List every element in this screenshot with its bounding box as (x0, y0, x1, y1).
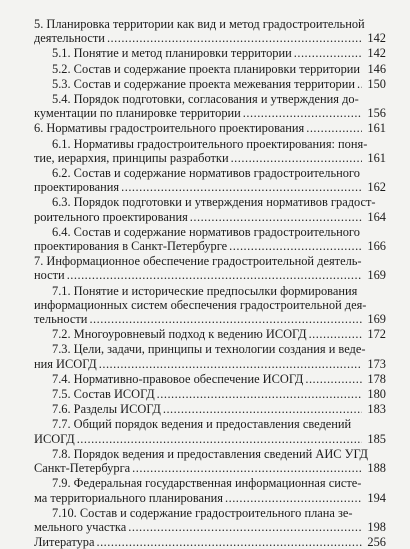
toc-entry (34, 417, 386, 445)
toc-entry (34, 77, 386, 91)
toc-entry (34, 46, 386, 60)
page-number: 146 (367, 61, 387, 76)
toc-entry (34, 506, 386, 534)
toc-entry-text: 7.10. Состав и содержание градостроительного плана зе- (52, 505, 353, 520)
toc-entry-title: 6. Нормативы градостроительного проектирования (34, 121, 305, 136)
toc-entry-text: 6.2. Состав и содержание нормативов градостроительного (52, 166, 360, 181)
toc-entry-text: 5.4. Порядок подготовки, согласования и утверждения до- (52, 92, 359, 107)
toc-entry-title: Санкт-Петербурга (34, 461, 131, 476)
page-number: 161 (367, 121, 386, 136)
toc-entry-text: 6.4. Состав и содержание нормативов градостроительного (52, 224, 360, 239)
dot-leader (128, 520, 362, 534)
dot-leader (190, 210, 362, 224)
toc-entry (34, 254, 386, 282)
dot-leader (225, 491, 362, 505)
toc-entry-text: 7.9. Федеральная государственная информационная систе- (52, 476, 362, 491)
page-number: 162 (367, 180, 386, 195)
toc-entry-text: 5. Планировка территории как вид и метод градостроительной (34, 17, 365, 31)
dot-leader (294, 46, 362, 60)
page-number: 185 (367, 431, 386, 446)
toc-entry-text: 6.3. Порядок подготовки и утверждения нормативов градост- (52, 195, 376, 210)
dot-leader (306, 121, 362, 135)
dot-leader (89, 312, 362, 326)
toc-entry (34, 92, 386, 120)
toc-entry-text: 7.7. Общий порядок ведения и предоставления сведений (52, 417, 352, 432)
toc-entry (34, 447, 386, 475)
toc-entry-title: тие, иерархия, принципы разработки (34, 150, 229, 165)
toc-entry-title: роительного проектирования (34, 209, 188, 224)
toc-entry (34, 225, 386, 253)
dot-leader (157, 387, 362, 401)
toc-entry-title: кументации по планировке территории (34, 106, 241, 121)
toc-entry (34, 166, 386, 194)
toc-entry-text: 7.3. Цели, задачи, принципы и технологии создания и веде- (52, 342, 366, 357)
dot-leader (99, 357, 362, 371)
page-number: 173 (367, 356, 386, 371)
page-number: 183 (367, 402, 386, 417)
toc-entry (34, 535, 386, 549)
toc-entry-title: ния ИСОГД (34, 356, 97, 371)
page-number: 161 (367, 150, 386, 165)
dot-leader (243, 106, 362, 120)
dot-leader (96, 535, 362, 549)
toc-entry (34, 284, 386, 327)
toc-entry (34, 327, 386, 341)
page-number: 198 (367, 519, 386, 534)
dot-leader (357, 77, 362, 91)
toc-entry-title: проектирования в Санкт-Петербурге (34, 239, 228, 254)
toc-entry-title: 5.3. Состав и содержание проекта межевания территории (52, 76, 355, 91)
dot-leader (305, 372, 362, 386)
dot-leader (163, 402, 362, 416)
toc-entry-title: ности (34, 268, 65, 283)
page-number: 156 (367, 106, 386, 121)
toc-entry (34, 387, 386, 401)
toc-entry-title: Литература (34, 535, 95, 549)
dot-leader (121, 180, 362, 194)
toc-entry-text: 6.1. Нормативы градостроительного проектирования: поня- (52, 136, 368, 151)
toc-entry (34, 62, 386, 76)
toc-entry (34, 137, 386, 165)
toc-entry-title: ИСОГД (34, 431, 75, 446)
toc-entry-text: 7. Информационное обеспечение градостроительной деятель- (34, 254, 362, 269)
page-number: 256 (367, 535, 386, 549)
toc-entry-title: деятельности (34, 31, 105, 46)
toc-entry-title: 7.2. Многоуровневый подход к ведению ИСОГД (52, 327, 307, 342)
page-number: 178 (367, 371, 386, 386)
toc-entry-title: тельности (34, 312, 88, 327)
toc-entry (34, 402, 386, 416)
toc-entry (34, 342, 386, 370)
dot-leader (132, 461, 362, 475)
toc-entry-title: проектирования (34, 180, 120, 195)
page-number: 150 (367, 76, 386, 91)
dot-leader (229, 239, 362, 253)
dot-leader (231, 151, 362, 165)
toc-entry-title: 7.4. Нормативно-правовое обеспечение ИСОГД (52, 371, 304, 386)
page-number: 169 (367, 312, 386, 327)
toc-entry-text: 7.1. Понятие и исторические предпосылки формирования (52, 283, 358, 298)
dot-leader (77, 432, 362, 446)
dot-leader (309, 327, 362, 341)
toc-entry-text: 7.8. Порядок ведения и предоставления сведений АИС УГД (52, 446, 368, 461)
toc-entry (34, 476, 386, 504)
toc-entry-title: 7.5. Состав ИСОГД (52, 387, 155, 402)
toc-entry-title: ма территориального планирования (34, 490, 224, 505)
toc-entry-title: 7.6. Разделы ИСОГД (52, 402, 161, 417)
dot-leader (67, 268, 362, 282)
page-number: 164 (367, 209, 386, 224)
toc-entry-title: 5.2. Состав и содержание проекта планировки территории (52, 61, 361, 76)
page-number: 180 (367, 387, 386, 402)
toc-entry-title: мельного участка (34, 519, 127, 534)
toc-entry-text: информационных систем обеспечения градостроительной дея- (34, 297, 367, 312)
table-of-contents (34, 17, 386, 549)
toc-entry (34, 195, 386, 223)
toc-entry-title: 5.1. Понятие и метод планировки территории (52, 46, 292, 61)
page-number: 169 (367, 268, 386, 283)
toc-entry (34, 372, 386, 386)
page-number: 188 (367, 461, 386, 476)
toc-entry (34, 121, 386, 135)
page-number: 166 (367, 239, 386, 254)
page-number: 142 (367, 46, 386, 61)
page-number: 142 (367, 31, 386, 46)
dot-leader (107, 31, 362, 45)
page-number: 194 (367, 490, 386, 505)
toc-entry (34, 17, 386, 45)
page-number: 172 (367, 327, 386, 342)
